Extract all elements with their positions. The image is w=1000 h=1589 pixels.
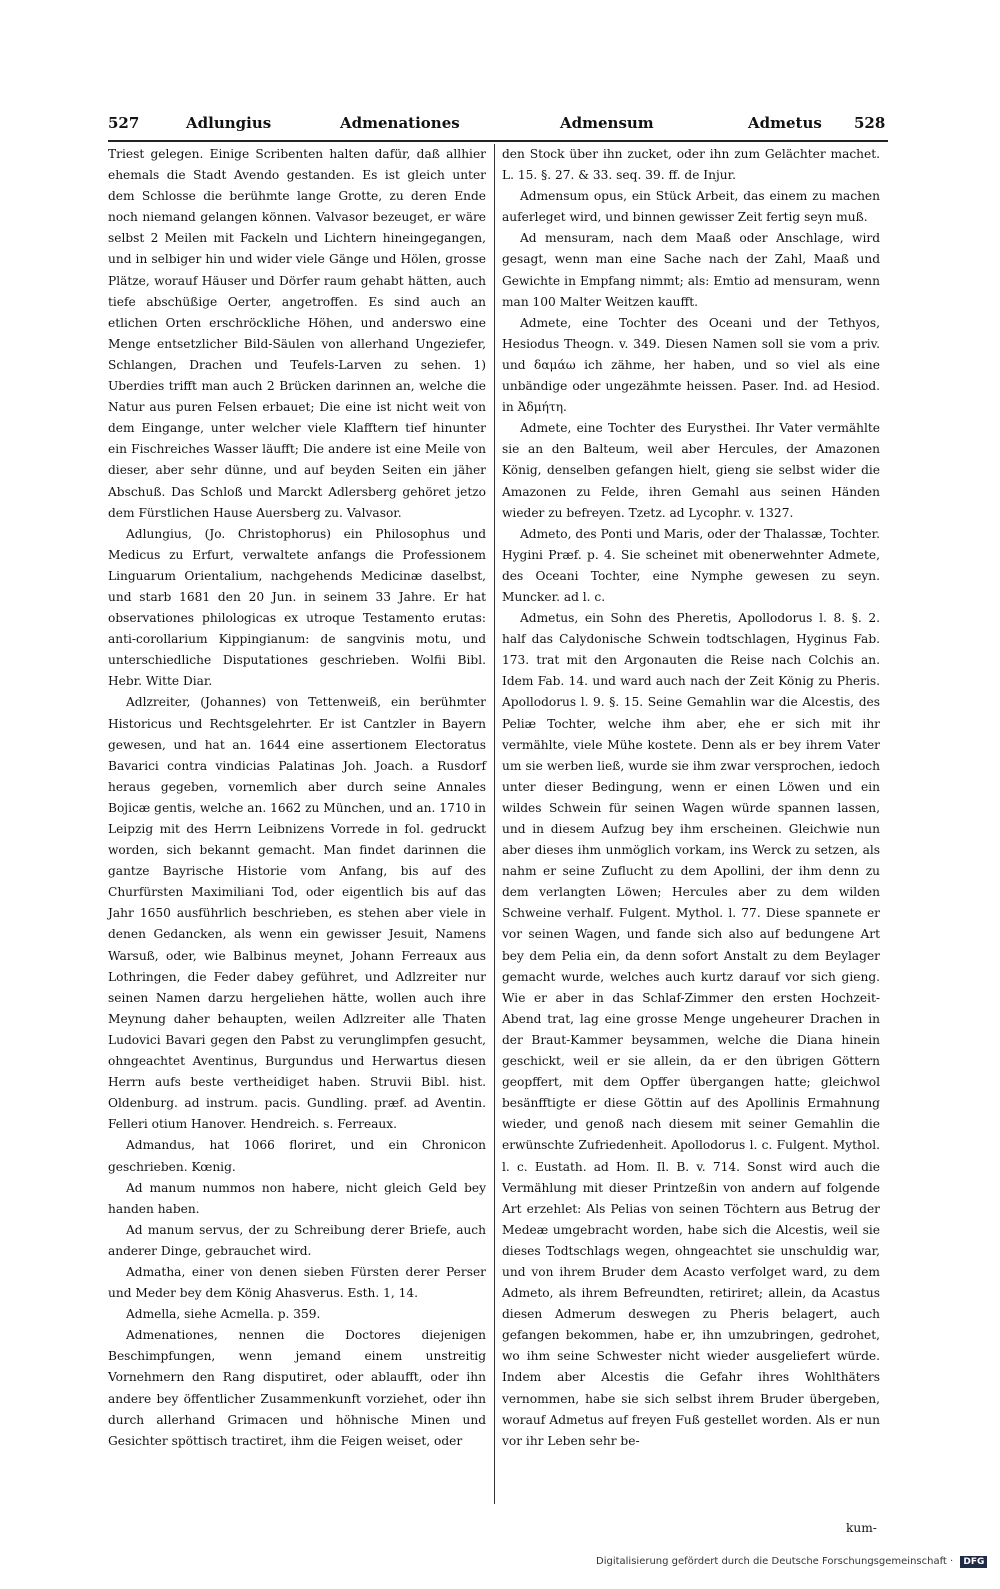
left-running-head-2: Admenationes (340, 114, 460, 132)
entry-paragraph: Admenationes, nennen die Doctores diejenigen Beschimpfungen, wenn jemand einem unstreitig Vornehmern den Rang disputiret, oder ablaufft, oder ihn andere bey öffentlicher Zusammenkunft vorziehet, oder ihn durch allerhand Grimacen und höhnische Minen und Gesichter spöttisch tractiret, ihm die Feigen weiset, oder (108, 1328, 486, 1448)
entry-paragraph: Ad manum servus, der zu Schreibung derer Briefe, auch anderer Dinge, gebrauchet wird. (108, 1222, 486, 1258)
entry-paragraph: Admete, eine Tochter des Eurysthei. Ihr Vater vermählte sie an den Balteum, weil aber Hercules, der Amazonen König, denselben gefangen hielt, gieng sie selbst wider die Amazonen zu Felde, ihren Gemahl aus seinen Händen wieder zu befreyen. Tzetz. ad Lycophr. v. 1327. (502, 421, 880, 520)
entry-paragraph: Admandus, hat 1066 floriret, und ein Chronicon geschrieben. Kœnig. (108, 1138, 486, 1174)
right-page-number: 528 (854, 114, 886, 132)
entry-paragraph: Triest gelegen. Einige Scribenten halten dafür, daß allhier ehemals die Stadt Avendo gestanden. Es ist gleich unter dem Schlosse die berühmte lange Grotte, zu deren Ende noch niemand gelangen können. Valvasor bezeuget, er wäre selbst 2 Meilen mit Fackeln und Lichtern hineingegangen, und in selbiger hin und wider viele Gänge und Hölen, grosse Plätze, worauf Häuser und Dörfer raum gehabt hätten, auch tiefe abschüßige Oerter, angetroffen. Es sind auch an etlichen Orten erschröckliche Höhen, und anderswo eine Menge entsetzlicher Bild-Säulen von allerhand Ungeziefer, Schlangen, Drachen und Teufels-Larven zu sehen. 1) Uberdies trifft man auch 2 Brücken darinnen an, welche die Natur aus puren Felsen erbauet; Die eine ist nicht weit von dem Eingange, unter welcher viele Klafftern tief hinunter ein Fischreiches Wasser läufft; Die andere ist eine Meile von dieser, aber sehr dünne, und auf beyden Seiten ein jäher Abschuß. Das Schloß und Marckt Adlersberg gehöret jetzo dem Fürstlichen Hause Auersberg zu. Valvasor. (108, 147, 486, 520)
left-column (108, 144, 486, 1452)
entry-paragraph: den Stock über ihn zucket, oder ihn zum Gelächter machet. L. 15. §. 27. & 33. seq. 39. ff. de Injur. (502, 147, 880, 183)
entry-paragraph: Admella, siehe Acmella. p. 359. (126, 1307, 321, 1322)
entry-paragraph: Admatha, einer von denen sieben Fürsten derer Perser und Meder bey dem König Ahasverus. Esth. 1, 14. (108, 1264, 486, 1301)
right-column (502, 144, 880, 1452)
entry-paragraph: Admeto, des Ponti und Maris, oder der Thalassæ, Tochter. Hygini Præf. p. 4. Sie scheinet mit obenerwehnter Admete, des Oceani Tochter, eine Nymphe gewesen zu seyn. Muncker. ad l. c. (502, 526, 880, 604)
page-header (108, 108, 888, 138)
dfg-logo: DFG (960, 1556, 987, 1568)
left-running-head: Adlungius (186, 114, 272, 132)
entry-paragraph: Adlungius, (Jo. Christophorus) ein Philosophus und Medicus zu Erfurt, verwaltete anfangs die Professionem Linguarum Orientalium, nachgehends Medicinæ daselbst, und starb 1681 den 20 Jun. in seinem 33 Jahre. Er hat observationes philologicas ex utroque Testamento erutas: anti-corollarium Kippingianum: de sangvinis motu, und unterschiedliche Disputationes geschrieben. Wolfii Bibl. Hebr. Witte Diar. (108, 526, 486, 689)
entry-paragraph: Admensum opus, ein Stück Arbeit, das einem zu machen auferleget wird, und binnen gewisser Zeit fertig seyn muß. (502, 189, 880, 225)
entry-paragraph: Adlzreiter, (Johannes) von Tettenweiß, ein berühmter Historicus und Rechtsgelehrter. Er ist Cantzler in Bayern gewesen, und hat an. 1644 eine assertionem Electoratus Bavarici contra vindicias Palatinas Joh. Joach. a Rusdorf heraus gegeben, vornemlich aber durch seine Annales Bojicæ gentis, welche an. 1662 zu München, und an. 1710 in Leipzig mit des Herrn Leibnizens Vorrede in fol. gedruckt worden, sich bekannt gemacht. Man findet darinnen die gantze Bayrische Historie vom Anfang, bis auf des Churfürsten Maximiliani Tod, oder eigentlich bis auf das Jahr 1650 ausführlich beschrieben, es stehen aber viele in denen Gedancken, als wenn ein gewisser Jesuit, Namens Warsuß, oder, wie Balbinus meynet, Johann Ferreaux aus Lothringen, die Feder dabey geführet, und Adlzreiter nur seinen Namen darzu hergeliehen hätte, wollen auch ihre Meynung daher behaupten, weilen Adlzreiter alle Thaten Ludovici Bavari gegen den Pabst zu verunglimpfen gesucht, ohngeachtet Aventinus, Burgundus und Herwartus diesen Herrn aufs beste vertheidiget haben. Struvii Bibl. hist. Oldenburg. ad instrum. pacis. Gundling. præf. ad Aventin. Felleri otium Hanover. Hendreich. s. Ferreaux. (108, 695, 486, 1132)
entry-paragraph: Ad manum nummos non habere, nicht gleich Geld bey handen haben. (108, 1180, 486, 1216)
header-rule (108, 140, 888, 142)
right-running-head: Admensum (560, 114, 654, 132)
entry-paragraph: Admete, eine Tochter des Oceani und der Tethyos, Hesiodus Theogn. v. 349. Diesen Namen soll sie vom a priv. und δαμάω ich zähme, her haben, und so viel als eine unbändige oder ungezähmte heissen. Paser. Ind. ad Hesiod. in Ἀδμήτη. (502, 315, 880, 415)
footer (596, 1556, 996, 1580)
entry-paragraph: Admetus, ein Sohn des Pheretis, Apollodorus l. 8. §. 2. half das Calydonische Schwein todtschlagen, Hyginus Fab. 173. trat mit den Argonauten die Reise nach Colchis an. Idem Fab. 14. und ward auch nach der Zeit König zu Pheris. Apollodorus l. 9. §. 15. Seine Gemahlin war die Alcestis, des Peliæ Tochter, welche ihm aber, ehe er sich mit ihr vermählte, viele Mühe kostete. Denn als er bey ihrem Vater um sie werben ließ, wurde sie ihm zwar versprochen, iedoch unter dieser Bedingung, wenn er einen Löwen und ein wildes Schwein für seinen Wagen würde spannen lassen, und in diesem Aufzug bey ihm erscheinen. Gleichwie nun aber dieses ihm unmöglich vorkam, ins Werck zu setzen, als nahm er seine Zuflucht zu dem Apollini, der ihm denn zu dem verlangten Löwen; Hercules aber zu dem wilden Schweine verhalf. Fulgent. Mythol. l. 77. Diese spannete er vor seinen Wagen, und fande sich also auf bedungene Art bey dem Pelia ein, da denn sofort Anstalt zu dem Beylager gemacht wurde, welches auch kurtz darauf vor sich gieng. Wie er aber in das Schlaf-Zimmer den ersten Hochzeit-Abend trat, lag eine grosse Menge ungeheurer Drachen in der Braut-Kammer beysammen, welche die Diana hinein geschickt, weil er sie allein, da er den übrigen Göttern geopffert, mit dem Opffer übergangen hatte; gleichwol besänfftigte er diese Göttin auf des Apollinis Ermahnung wieder, und genoß nach diesem mit seiner Gemahlin die erwünschte Zufriedenheit. Apollodorus l. c. Fulgent. Mythol. l. c. Eustath. ad Hom. Il. B. v. 714. Sonst wird auch die Vermählung mit dieser Printzeßin von andern auf folgende Art erzehlet: Als Pelias von seinen Töchtern aus Betrug der Medeæ umgebracht worden, habe sich die Alcestis, weil sie dieses Todtschlags wegen, ohngeachtet sie unschuldig war, und von ihrem Bruder dem Acasto verfolget ward, zu dem Admeto, als ihrem Befreundten, retiriret; allein, da Acastus diesen Admerum deswegen zu Pheris belagert, auch gefangen bekommen, habe er, ihn umzubringen, gedrohet, wo ihm seine Schwester nicht wieder ausgeliefert würde. Indem aber Alcestis die Gefahr ihres Wohlthäters vernommen, habe sie sich selbst ihrem Bruder übergeben, worauf Admetus auf freyen Fuß gestellet worden. Als er nun vor ihr Leben sehr be- (502, 611, 880, 1448)
footer-credit: Digitalisierung gefördert durch die Deutsche Forschungsgemeinschaft · (596, 1556, 954, 1567)
entry-paragraph: Ad mensuram, nach dem Maaß oder Anschlage, wird gesagt, wenn man eine Sache nach der Zahl, Maaß und Gewichte in Empfang nimmt; als: Emtio ad mensuram, wenn man 100 Malter Weitzen kaufft. (502, 231, 880, 309)
left-page-number: 527 (108, 114, 140, 132)
right-running-head-2: Admetus (748, 114, 822, 132)
catchword: kum- (846, 1521, 877, 1535)
column-divider (494, 144, 495, 1504)
